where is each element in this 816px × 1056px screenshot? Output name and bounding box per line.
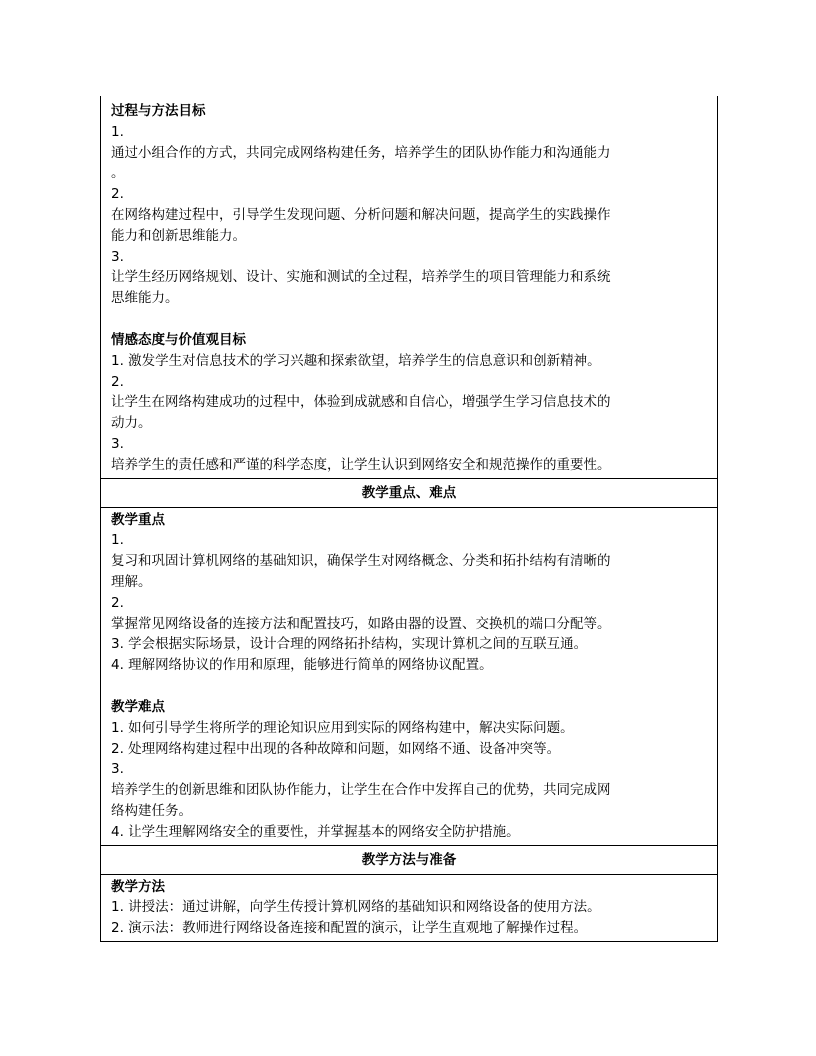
difficult-line: 1. 如何引导学生将所学的理论知识应用到实际的网络构建中，解决实际问题。 — [111, 719, 574, 736]
process-line: 。 — [111, 165, 125, 182]
emotion-goals-title: 情感态度与价值观目标 — [111, 331, 246, 348]
methods-line: 2. 演示法：教师进行网络设备连接和配置的演示，让学生直观地了解操作过程。 — [111, 920, 588, 937]
process-goals-title: 过程与方法目标 — [111, 103, 206, 119]
key-line: 4. 理解网络协议的作用和原理，能够进行简单的网络协议配置。 — [111, 657, 493, 674]
difficult-points-title: 教学难点 — [111, 698, 165, 715]
key-difficult-cell — [100, 507, 718, 845]
emotion-line: 培养学生的责任感和严谨的科学态度，让学生认识到网络安全和规范操作的重要性。 — [111, 456, 611, 473]
teaching-methods-title: 教学方法 — [111, 878, 165, 895]
difficult-line: 络构建任务。 — [111, 802, 192, 819]
difficult-line: 培养学生的创新思维和团队协作能力，让学生在合作中发挥自己的优势，共同完成网 — [111, 782, 611, 799]
emotion-line: 2. — [111, 373, 124, 390]
key-line: 理解。 — [111, 573, 152, 590]
process-line: 能力和创新思维能力。 — [111, 227, 246, 244]
section-header-methods: 教学方法与准备 — [100, 845, 718, 874]
process-line: 在网络构建过程中，引导学生发现问题、分析问题和解决问题，提高学生的实践操作 — [111, 206, 611, 223]
process-line: 思维能力。 — [111, 290, 179, 307]
process-line: 3. — [111, 248, 124, 265]
emotion-line: 动力。 — [111, 415, 152, 432]
key-line: 3. 学会根据实际场景，设计合理的网络拓扑结构，实现计算机之间的互联互通。 — [111, 636, 588, 653]
emotion-line: 3. — [111, 435, 124, 452]
lesson-plan-table — [100, 96, 718, 942]
emotion-line: 1. 激发学生对信息技术的学习兴趣和探索欲望，培养学生的信息意识和创新精神。 — [111, 352, 601, 369]
spacer — [111, 676, 707, 697]
emotion-line: 让学生在网络构建成功的过程中，体验到成就感和自信心，增强学生学习信息技术的 — [111, 394, 611, 411]
key-line: 2. — [111, 594, 124, 611]
process-line: 2. — [111, 186, 124, 203]
section-header-key-difficult: 教学重点、难点 — [100, 478, 718, 507]
objectives-cell — [100, 96, 718, 478]
methods-cell — [100, 874, 718, 942]
key-line: 复习和巩固计算机网络的基础知识，确保学生对网络概念、分类和拓扑结构有清晰的 — [111, 553, 611, 570]
process-line: 通过小组合作的方式，共同完成网络构建任务，培养学生的团队协作能力和沟通能力 — [111, 144, 611, 161]
difficult-line: 2. 处理网络构建过程中出现的各种故障和问题，如网络不通、设备冲突等。 — [111, 740, 561, 757]
process-line: 让学生经历网络规划、设计、实施和测试的全过程，培养学生的项目管理能力和系统 — [111, 269, 611, 286]
spacer — [111, 309, 707, 330]
key-line: 掌握常见网络设备的连接方法和配置技巧，如路由器的设置、交换机的端口分配等。 — [111, 615, 611, 632]
methods-line: 1. 讲授法：通过讲解，向学生传授计算机网络的基础知识和网络设备的使用方法。 — [111, 899, 601, 916]
difficult-line: 4. 让学生理解网络安全的重要性，并掌握基本的网络安全防护措施。 — [111, 823, 520, 840]
key-points-title: 教学重点 — [111, 511, 165, 528]
key-line: 1. — [111, 532, 124, 549]
difficult-line: 3. — [111, 761, 124, 778]
process-line: 1. — [111, 123, 124, 140]
